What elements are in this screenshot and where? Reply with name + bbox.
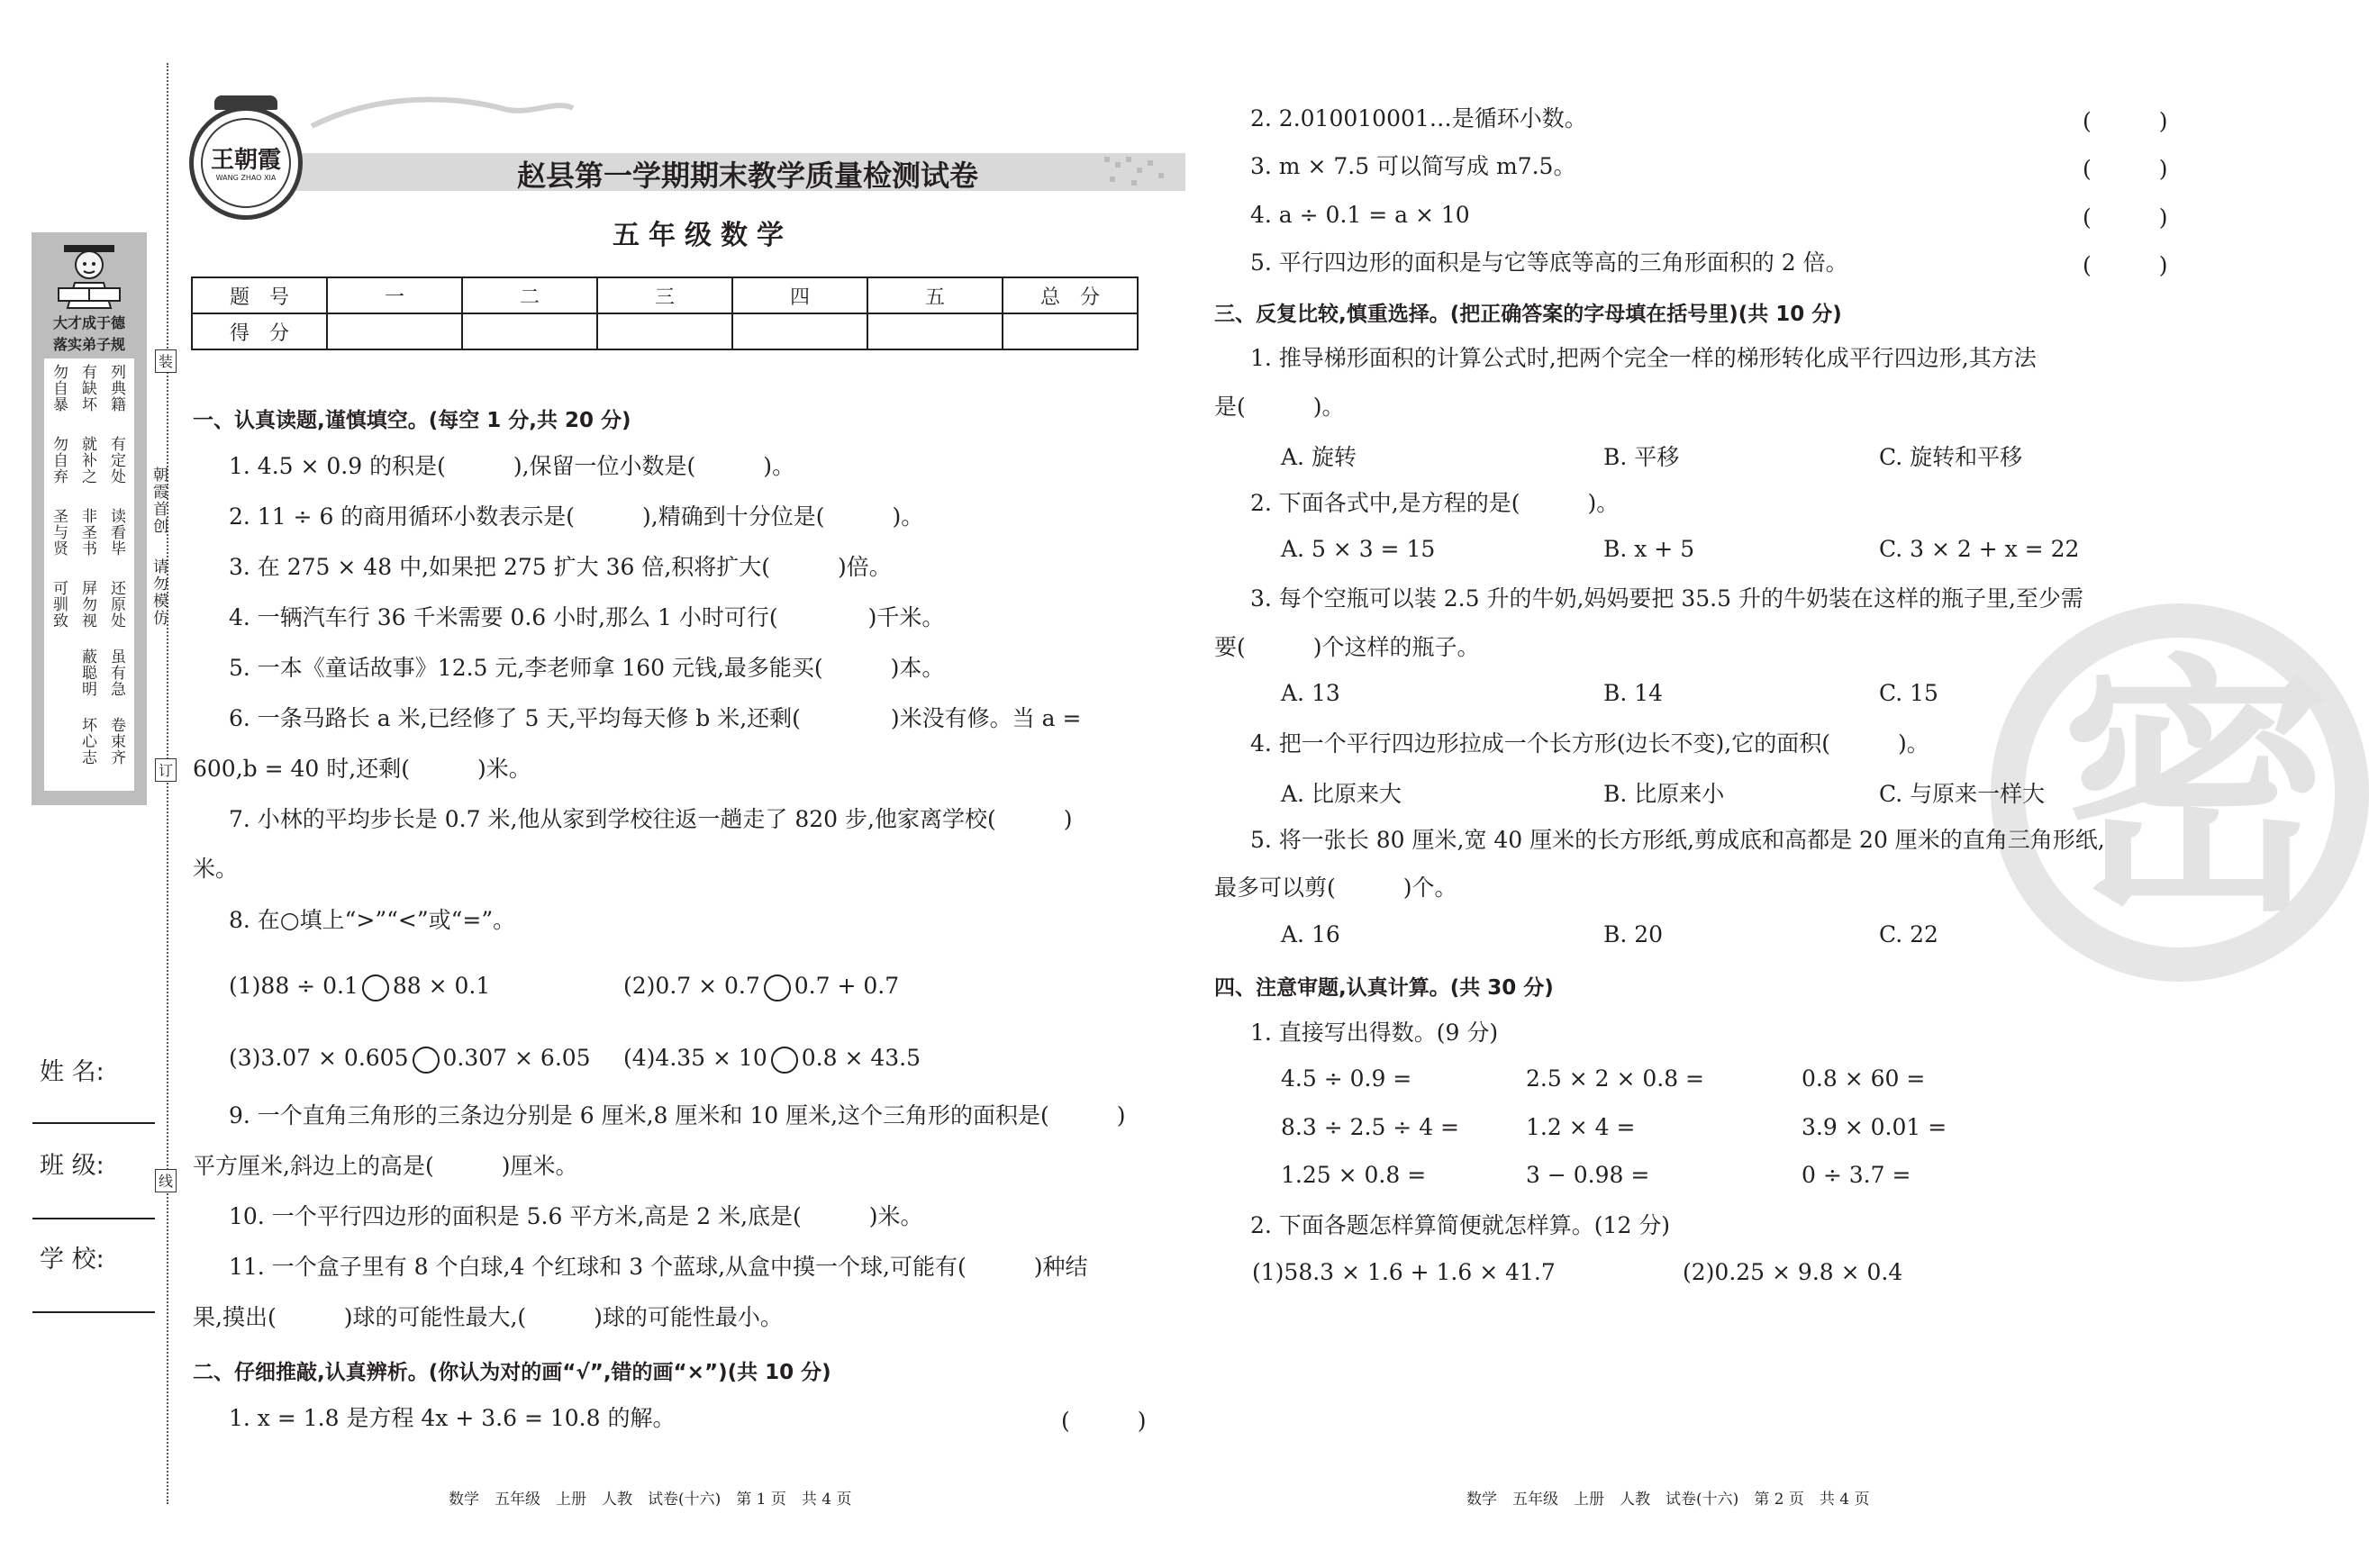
s3-q4: 4. 把一个平行四边形拉成一个长方形(边长不变),它的面积( )。 (1250, 730, 1929, 757)
rule-phrase: 坏心志 (78, 717, 96, 766)
s1-q9-line2: 平方厘米,斜边上的高是( )厘米。 (193, 1153, 578, 1179)
s2-q5: 5. 平行四边形的面积是与它等底等高的三角形面积的 2 倍。 (1250, 249, 1848, 276)
rule-phrase: 非圣书 (78, 508, 96, 557)
motto-line-1: 大才成于德 (52, 314, 125, 331)
s1-q5: 5. 一本《童话故事》12.5 元,李老师拿 160 元钱,最多能买( )本。 (229, 655, 945, 681)
score-row-label: 得 分 (192, 313, 327, 349)
s3-q5-line1: 5. 将一张长 80 厘米,宽 40 厘米的长方形纸,剪成底和高都是 20 厘米的直角三角形纸, (1250, 827, 2105, 853)
score-cell[interactable] (597, 313, 732, 349)
rule-phrase: 有定处 (107, 436, 125, 485)
rule-phrase: 屏勿视 (78, 580, 96, 629)
rules-box (44, 358, 134, 791)
calc-item: 1.2 × 4 = (1526, 1114, 1636, 1140)
calc-item: 1.25 × 0.8 = (1281, 1162, 1427, 1188)
calc-item: 8.3 ÷ 2.5 ÷ 4 = (1281, 1114, 1459, 1140)
seal-mark-3: 线 (155, 1169, 177, 1192)
logo-subtext: WANG ZHAO XIA (215, 174, 277, 182)
name-field[interactable] (32, 1122, 155, 1124)
s1-q2: 2. 11 ÷ 6 的商用循环小数表示是( ),精确到十分位是( )。 (229, 503, 924, 530)
section3-title: 三、反复比较,慎重选择。(把正确答案的字母填在括号里)(共 10 分) (1214, 303, 1842, 326)
calc-item: 3 − 0.98 = (1526, 1162, 1650, 1188)
score-header-cell: 五 (867, 277, 1003, 313)
s3-q2-option-a[interactable]: A. 5 × 3 = 15 (1281, 536, 1436, 562)
s3-q2-option-c[interactable]: C. 3 × 2 + x = 22 (1879, 536, 2080, 562)
secret-watermark (1991, 603, 2369, 982)
score-header-cell: 题 号 (192, 277, 327, 313)
rule-phrase: 卷束齐 (107, 717, 125, 766)
score-header-cell: 三 (597, 277, 732, 313)
s2-q5-answer[interactable]: ( ) (2083, 252, 2168, 278)
s1-q8: 8. 在○填上“>”“<”或“=”。 (229, 907, 516, 933)
s3-q4-option-c[interactable]: C. 与原来一样大 (1879, 781, 2046, 807)
logo-text: 王朝霞 (210, 147, 281, 174)
s4-part2-item2: (2)0.25 × 9.8 × 0.4 (1683, 1259, 1903, 1285)
logo-badge (189, 106, 303, 220)
rule-phrase: 虽有急 (107, 648, 125, 697)
compare-circle-4[interactable] (771, 1047, 798, 1074)
footer-page-2: 数学 五年级 上册 人教 试卷(十六) 第 2 页 共 4 页 (1466, 1491, 1870, 1509)
q8-3-left: (3)3.07 × 0.605 (229, 1045, 409, 1071)
rule-phrase: 就补之 (78, 436, 96, 485)
rule-phrase: 读看毕 (107, 508, 125, 557)
s3-q5-option-c[interactable]: C. 22 (1879, 921, 1938, 947)
score-table (191, 276, 1139, 350)
s2-q4: 4. a ÷ 0.1 = a × 10 (1250, 202, 1470, 228)
q8-3-right: 0.307 × 6.05 (442, 1045, 591, 1071)
s2-q4-answer[interactable]: ( ) (2083, 204, 2168, 231)
watermark-char: 密 (2061, 633, 2331, 947)
section1-title: 一、认真读题,谨慎填空。(每空 1 分,共 20 分) (193, 409, 631, 432)
seal-mark-1: 装 (155, 349, 177, 373)
section4-title: 四、注意审题,认真计算。(共 30 分) (1214, 976, 1554, 1000)
s1-q8-item1 (229, 971, 490, 1002)
s4-part2: 2. 下面各题怎样算简便就怎样算。(12 分) (1250, 1212, 1671, 1238)
s3-q5-option-a[interactable]: A. 16 (1281, 921, 1340, 947)
note-no-copy: 请勿模仿 (150, 558, 168, 627)
scholar-illustration (51, 238, 127, 310)
name-label: 姓 名: (40, 1058, 104, 1086)
rule-phrase: 还原处 (107, 580, 125, 629)
q8-1-right: 88 × 0.1 (392, 973, 491, 999)
q8-1-left: (1)88 ÷ 0.1 (229, 973, 359, 999)
rule-phrase: 圣与贤 (50, 508, 68, 557)
s1-q11-line2: 果,摸出( )球的可能性最大,( )球的可能性最小。 (193, 1304, 783, 1330)
score-cell[interactable] (1003, 313, 1138, 349)
s1-q6-line1: 6. 一条马路长 a 米,已经修了 5 天,平均每天修 b 米,还剩( )米没有修。当 a = (229, 705, 1082, 731)
compare-circle-2[interactable] (764, 974, 791, 1002)
exam-subtitle: 五年级数学 (613, 220, 793, 251)
s3-q4-option-a[interactable]: A. 比原来大 (1281, 781, 1402, 807)
score-cell[interactable] (867, 313, 1003, 349)
score-cell[interactable] (732, 313, 867, 349)
s3-q2-option-b[interactable]: B. x + 5 (1603, 536, 1695, 562)
s4-part2-item1: (1)58.3 × 1.6 + 1.6 × 41.7 (1252, 1259, 1556, 1285)
footer-page-1: 数学 五年级 上册 人教 试卷(十六) 第 1 页 共 4 页 (449, 1491, 852, 1509)
calc-item: 4.5 ÷ 0.9 = (1281, 1065, 1412, 1092)
s1-q9-line1: 9. 一个直角三角形的三条边分别是 6 厘米,8 厘米和 10 厘米,这个三角形的面积是( ) (229, 1102, 1126, 1128)
s1-q6-line2: 600,b = 40 时,还剩( )米。 (193, 756, 531, 782)
note-original: 朝霞首创 (150, 467, 168, 535)
s3-q5-line2: 最多可以剪( )个。 (1214, 875, 1457, 901)
score-cell[interactable] (327, 313, 462, 349)
s1-q11-line1: 11. 一个盒子里有 8 个白球,4 个红球和 3 个蓝球,从盒中摸一个球,可能有( )种结 (229, 1254, 1088, 1280)
score-table-header-row (192, 277, 1138, 313)
s2-q3-answer[interactable]: ( ) (2083, 156, 2168, 182)
s1-q1: 1. 4.5 × 0.9 的积是( ),保留一位小数是( )。 (229, 453, 795, 479)
section2-title: 二、仔细推敲,认真辨析。(你认为对的画“√”,错的画“×”)(共 10 分) (193, 1361, 831, 1384)
s3-q3-line1: 3. 每个空瓶可以装 2.5 升的牛奶,妈妈要把 35.5 升的牛奶装在这样的瓶子里,至少需 (1250, 585, 2083, 612)
s3-q1-line2: 是( )。 (1214, 394, 1345, 420)
s1-q8-item4 (623, 1043, 921, 1074)
s2-q1-answer[interactable]: ( ) (1061, 1408, 1147, 1434)
score-header-cell: 一 (327, 277, 462, 313)
q8-2-left: (2)0.7 × 0.7 (623, 973, 760, 999)
score-table-score-row (192, 313, 1138, 349)
compare-circle-3[interactable] (413, 1047, 440, 1074)
seal-mark-2: 订 (155, 758, 177, 782)
s3-q5-option-b[interactable]: B. 20 (1603, 921, 1664, 947)
score-header-cell: 四 (732, 277, 867, 313)
binding-dotted-line (167, 63, 168, 1504)
score-cell[interactable] (462, 313, 597, 349)
s3-q1-option-b[interactable]: B. 平移 (1603, 444, 1680, 470)
calc-item: 2.5 × 2 × 0.8 = (1526, 1065, 1704, 1092)
rule-phrase: 有缺坏 (78, 364, 96, 412)
calc-item: 3.9 × 0.01 = (1802, 1114, 1947, 1140)
compare-circle-1[interactable] (362, 974, 389, 1002)
rule-phrase: 蔽聪明 (78, 648, 96, 697)
exam-title: 赵县第一学期期末教学质量检测试卷 (516, 159, 978, 193)
s1-q7-line2: 米。 (193, 856, 239, 882)
school-field[interactable] (32, 1311, 155, 1313)
s2-q3: 3. m × 7.5 可以简写成 m7.5。 (1250, 153, 1576, 179)
rule-phrase: 可驯致 (50, 580, 68, 629)
s1-q8-item3 (229, 1043, 591, 1074)
class-field[interactable] (32, 1218, 155, 1219)
calc-item: 0 ÷ 3.7 = (1802, 1162, 1911, 1188)
s4-part1: 1. 直接写出得数。(9 分) (1250, 1020, 1499, 1046)
s3-q3-option-c[interactable]: C. 15 (1879, 680, 1938, 706)
s3-q3-line2: 要( )个这样的瓶子。 (1214, 634, 1480, 660)
class-label: 班 级: (40, 1152, 104, 1180)
q8-2-right: 0.7 + 0.7 (794, 973, 900, 999)
rule-phrase: 勿自弃 (50, 436, 68, 485)
s1-q7-line1: 7. 小林的平均步长是 0.7 米,他从家到学校往返一趟走了 820 步,他家离学校( ) (229, 806, 1073, 832)
calc-item: 0.8 × 60 = (1802, 1065, 1926, 1092)
s3-q4-option-b[interactable]: B. 比原来小 (1603, 781, 1725, 807)
school-label: 学 校: (40, 1246, 104, 1273)
s3-q3-option-b[interactable]: B. 14 (1603, 680, 1664, 706)
s2-q2-answer[interactable]: ( ) (2083, 108, 2168, 134)
q8-4-right: 0.8 × 43.5 (801, 1045, 921, 1071)
s3-q1-option-c[interactable]: C. 旋转和平移 (1879, 444, 2023, 470)
score-header-cell: 二 (462, 277, 597, 313)
rule-phrase: 列典籍 (107, 364, 125, 412)
s2-q1: 1. x = 1.8 是方程 4x + 3.6 = 10.8 的解。 (229, 1405, 676, 1431)
score-header-cell: 总 分 (1003, 277, 1138, 313)
rule-phrase: 勿自暴 (50, 364, 68, 412)
s1-q10: 10. 一个平行四边形的面积是 5.6 平方米,高是 2 米,底是( )米。 (229, 1203, 923, 1229)
s2-q2: 2. 2.010010001…是循环小数。 (1250, 105, 1587, 131)
motto-line-2: 落实弟子规 (52, 336, 125, 353)
s1-q4: 4. 一辆汽车行 36 千米需要 0.6 小时,那么 1 小时可行( )千米。 (229, 604, 945, 630)
s3-q1-option-a[interactable]: A. 旋转 (1281, 444, 1357, 470)
s1-q3: 3. 在 275 × 48 中,如果把 275 扩大 36 倍,积将扩大( )倍。 (229, 554, 892, 580)
s3-q2: 2. 下面各式中,是方程的是( )。 (1250, 490, 1620, 516)
q8-4-left: (4)4.35 × 10 (623, 1045, 767, 1071)
s3-q3-option-a[interactable]: A. 13 (1281, 680, 1340, 706)
motto-panel (32, 232, 147, 805)
logo-crown (214, 95, 277, 110)
s3-q1-line1: 1. 推导梯形面积的计算公式时,把两个完全一样的梯形转化成平行四边形,其方法 (1250, 345, 2037, 371)
s1-q8-item2 (623, 971, 899, 1002)
